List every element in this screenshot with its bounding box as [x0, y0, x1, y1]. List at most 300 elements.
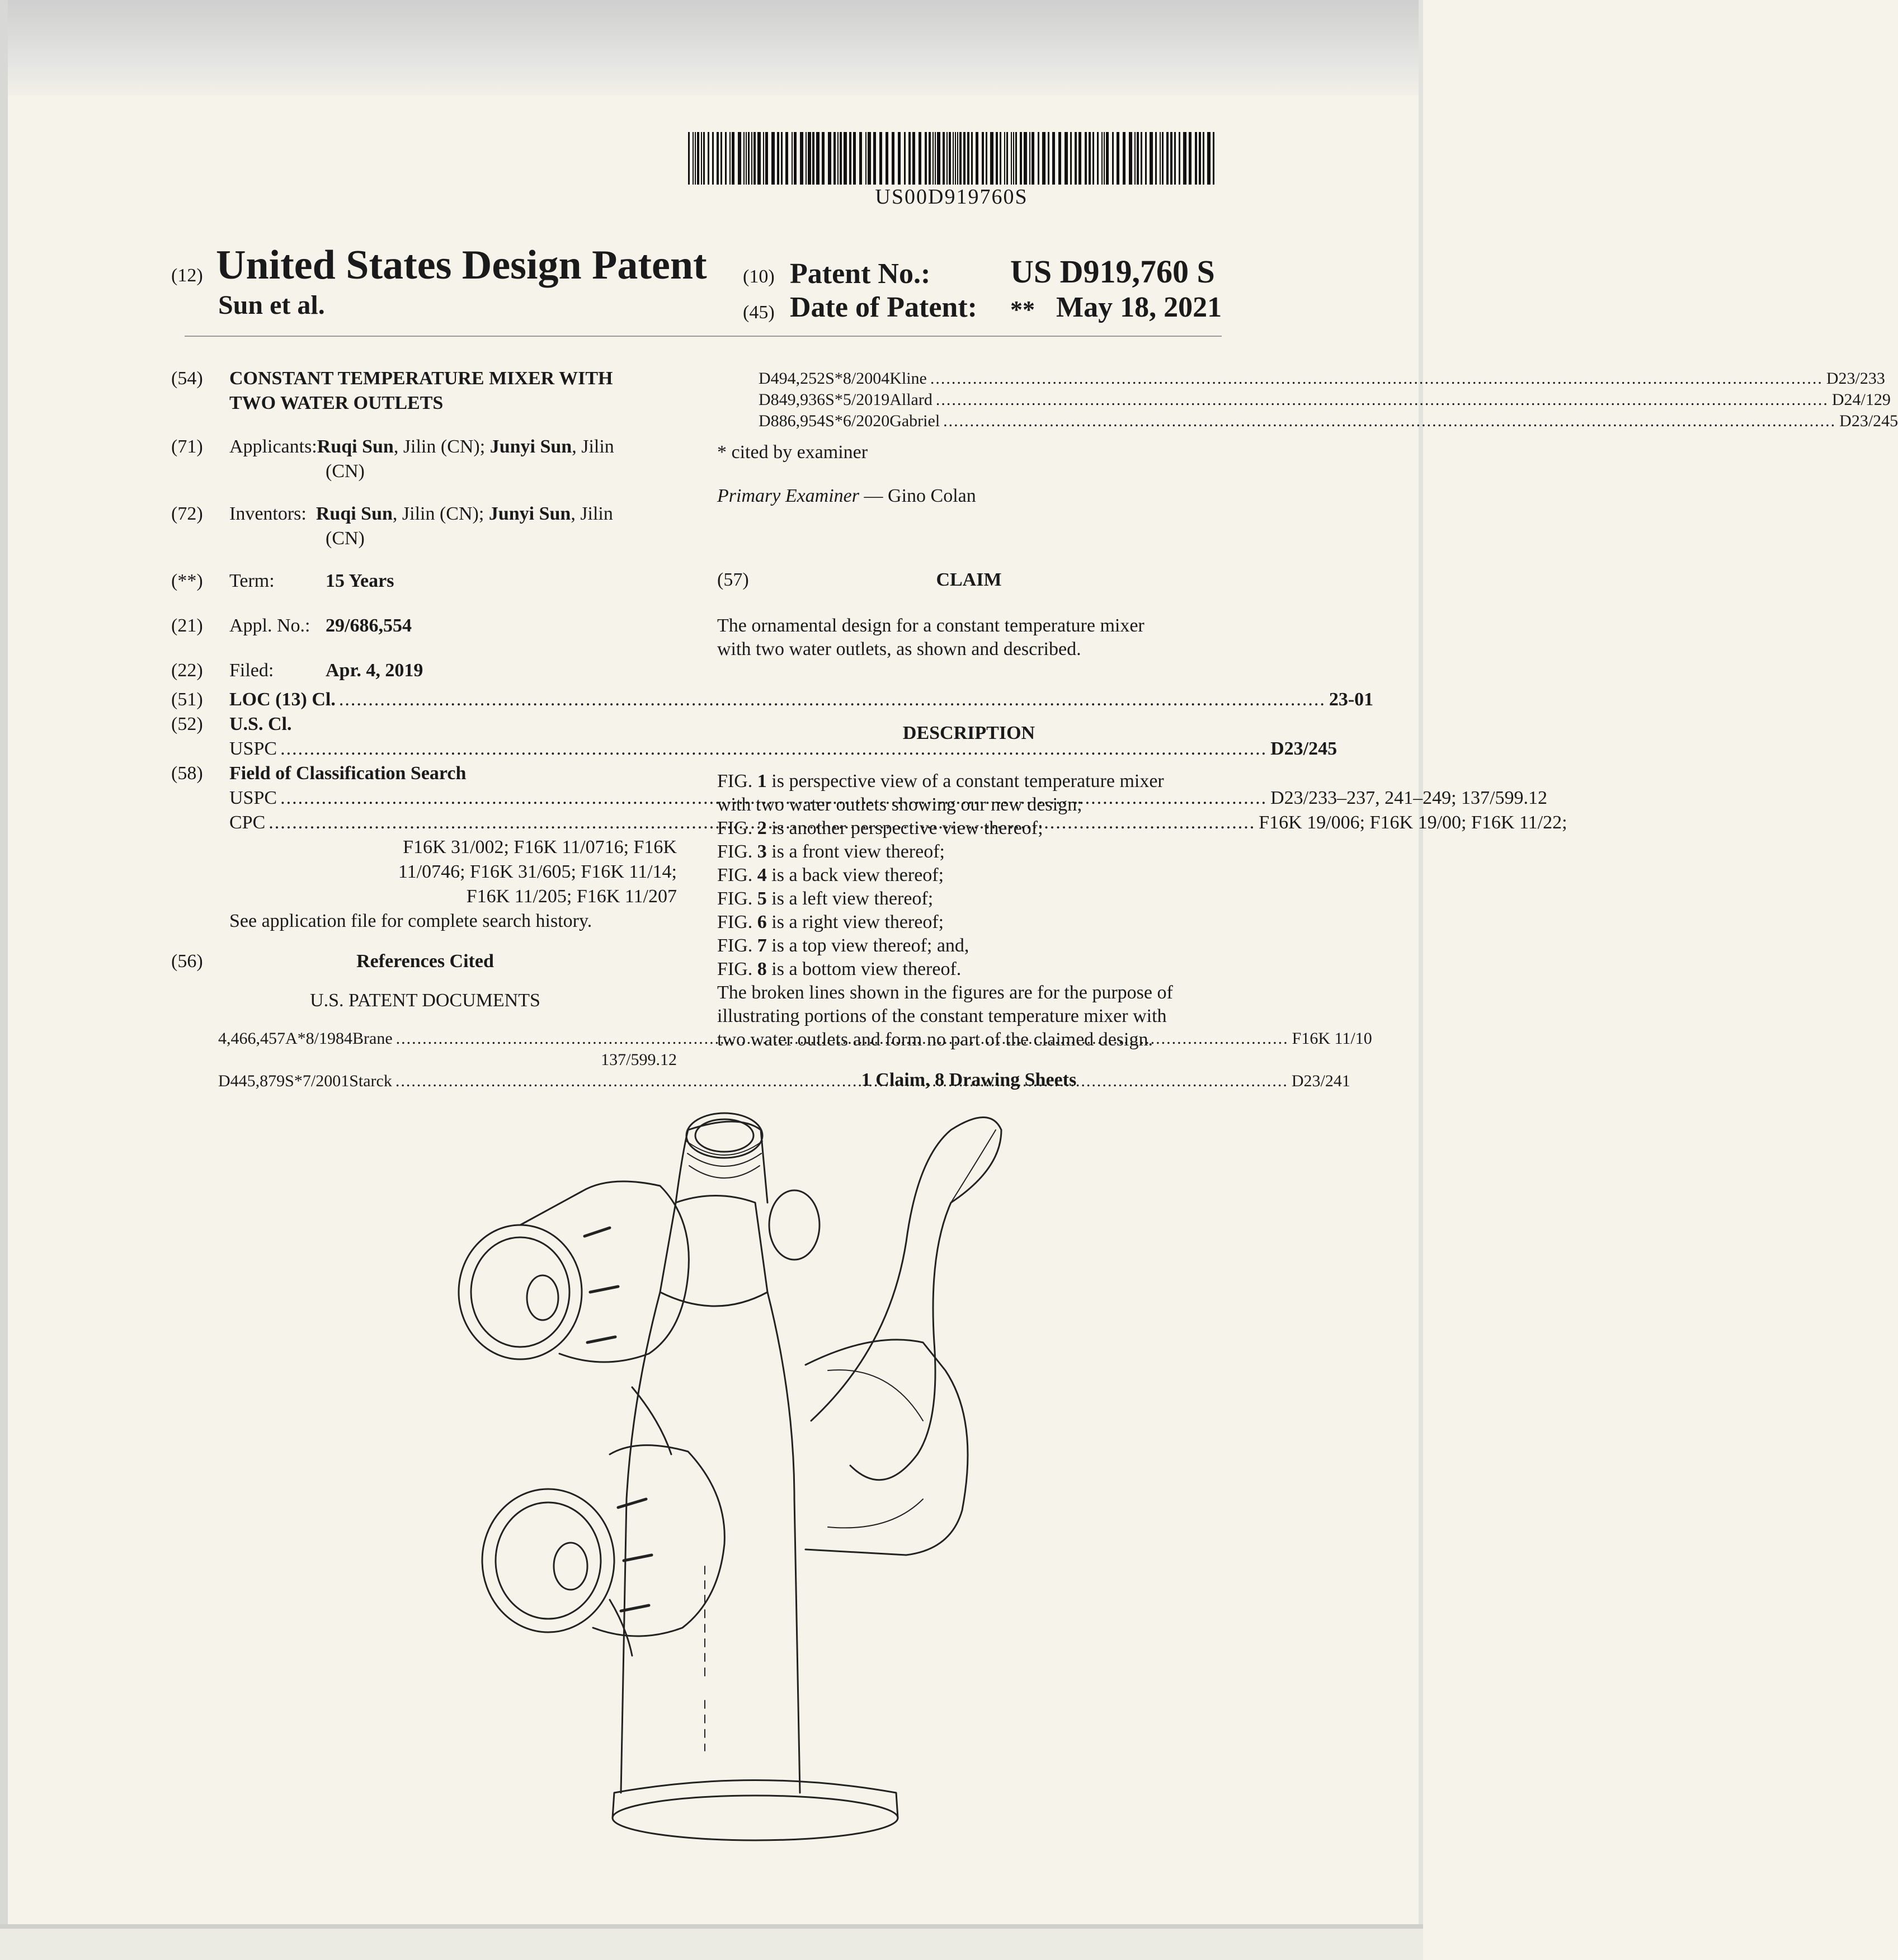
title-line-2: TWO WATER OUTLETS: [229, 393, 444, 413]
barcode-bar: [853, 132, 856, 185]
ref-kind: S: [825, 412, 835, 430]
barcode-bar: [868, 132, 871, 185]
appl-no-value: 29/686,554: [326, 615, 412, 636]
uspc-value: D23/245: [1270, 738, 1337, 759]
description-heading: [717, 722, 1221, 745]
barcode-bar: [1032, 132, 1034, 185]
barcode-bar: [1006, 132, 1008, 185]
us-cl-label: U.S. Cl.: [229, 714, 292, 734]
reference-row: [759, 412, 1898, 431]
description-line: [717, 934, 1226, 958]
barcode-bar: [1042, 132, 1045, 185]
barcode-bar: [849, 132, 851, 185]
barcode-bar: [695, 132, 696, 185]
barcode-bar: [959, 132, 962, 185]
fig-prefix: FIG.: [717, 935, 757, 956]
fig-number: 3: [757, 841, 767, 862]
barcode-bar: [792, 132, 793, 185]
ref-number: D445,879: [218, 1072, 285, 1090]
us-patent-docs-text: U.S. PATENT DOCUMENTS: [310, 990, 540, 1011]
barcode-bar: [1155, 132, 1157, 185]
scan-border-bottom: [0, 1924, 1423, 1960]
lower-outlet-knob: [482, 1445, 724, 1636]
barcode-bar: [806, 132, 807, 185]
barcode-bar: [1038, 132, 1039, 185]
barcode-bar: [822, 132, 825, 185]
barcode-bar: [932, 132, 934, 185]
fig-number: 2: [757, 818, 767, 838]
fig-prefix: FIG.: [717, 818, 757, 838]
mixer-base-rim: [613, 1780, 898, 1818]
references-cited-label: [229, 950, 621, 973]
barcode-bar: [1104, 132, 1105, 185]
fig-prefix: FIG.: [717, 888, 757, 909]
barcode-bar: [1162, 132, 1164, 185]
search-uspc-value: D23/233–237, 241–249; 137/599.12: [1270, 788, 1547, 808]
ref-star: *: [294, 1072, 303, 1090]
barcode-bar: [1089, 132, 1091, 185]
inventor-location-2: , Jilin: [571, 503, 613, 524]
see-application: See application file for complete search history.: [229, 911, 592, 931]
mixer-base-foot: [613, 1796, 898, 1840]
barcode-bar: [986, 132, 987, 185]
code-22: (22): [171, 660, 203, 681]
barcode-bar: [697, 132, 699, 185]
ref-date: 7/2001: [302, 1072, 350, 1090]
barcode-bar: [771, 132, 775, 185]
inventor-short: Sun et al.: [218, 290, 325, 320]
description-line: [717, 887, 1226, 911]
reference-row-cont: [218, 1050, 677, 1069]
barcode-bar: [982, 132, 984, 185]
code-52: (52): [171, 714, 203, 734]
barcode-bar: [1179, 132, 1180, 185]
barcode-bar: [1170, 132, 1172, 185]
loc-class-label: LOC (13) Cl.: [229, 689, 336, 710]
barcode-bar: [1106, 132, 1109, 185]
barcode-bar: [912, 132, 915, 185]
inventors-field: [229, 502, 613, 526]
code-12: (12): [171, 265, 203, 286]
barcode-bar: [840, 132, 842, 185]
barcode-bar: [935, 132, 936, 185]
barcode-bar: [808, 132, 811, 185]
barcode-bar: [908, 132, 911, 185]
description-heading-text: DESCRIPTION: [902, 723, 1035, 743]
barcode-bar: [1129, 132, 1132, 185]
barcode-bar: [763, 132, 764, 185]
barcode-bar: [1085, 132, 1087, 185]
ref-class: D23/233: [1826, 369, 1885, 388]
barcode-bar: [943, 132, 945, 185]
fig-description: is a back view thereof;: [766, 865, 944, 885]
barcode-bar: [1160, 132, 1161, 185]
barcode-bar: [1078, 132, 1081, 185]
barcode-bar: [1015, 132, 1017, 185]
ref-name: Starck: [349, 1072, 392, 1090]
mixer-lever-handle: [811, 1118, 1001, 1480]
cited-by-examiner: * cited by examiner: [717, 442, 868, 463]
barcode-bar: [859, 132, 862, 185]
barcode-bar: [693, 132, 694, 185]
barcode-bar: [717, 132, 719, 185]
barcode-bar: [904, 132, 906, 185]
barcode-bar: [1092, 132, 1094, 185]
barcode-bar: [794, 132, 797, 185]
barcode-bar: [688, 132, 690, 185]
barcode-bar: [1029, 132, 1030, 185]
patent-number: US D919,760 S: [1010, 253, 1215, 290]
barcode-bar: [929, 132, 931, 185]
barcode-bar: [971, 132, 973, 185]
ref-name: Brane: [352, 1029, 393, 1048]
fig-description: is perspective view of a constant temperature mixer: [766, 771, 1164, 791]
ref-name-class: [889, 412, 1898, 431]
mixer-right-port: [769, 1190, 820, 1260]
barcode-bar: [892, 132, 894, 185]
search-cpc-line-3: 11/0746; F16K 31/605; F16K 11/14;: [398, 861, 677, 882]
barcode-bar: [1183, 132, 1186, 185]
us-patent-docs: [229, 989, 621, 1012]
barcode-bar: [712, 132, 714, 185]
barcode-bar: [1150, 132, 1153, 185]
barcode-bar: [1134, 132, 1136, 185]
code-71: (71): [171, 436, 203, 457]
ref-star: *: [834, 412, 843, 430]
fig-number: 1: [757, 771, 767, 791]
description-list: [717, 770, 1226, 1052]
scan-border-right: [1419, 0, 1423, 1960]
barcode-bar: [1048, 132, 1049, 185]
inventor-name-2: Junyi Sun: [488, 503, 571, 524]
mixer-bracket-lines: [610, 1387, 671, 1656]
barcode-bar: [1097, 132, 1099, 185]
header-rule: [185, 336, 1222, 337]
ref-date: 8/1984: [305, 1029, 353, 1048]
barcode-bar: [1058, 132, 1061, 185]
code-72: (72): [171, 503, 203, 524]
fig-number: 4: [757, 865, 767, 885]
claim-line-1: The ornamental design for a constant temperature mixer: [717, 615, 1145, 636]
barcode-bar: [1203, 132, 1204, 185]
barcode: [686, 132, 1217, 185]
mixer-body: [621, 1196, 800, 1793]
ref-class-2: 137/599.12: [601, 1050, 677, 1069]
barcode-bar: [1137, 132, 1139, 185]
barcode-bar: [1065, 132, 1068, 185]
barcode-bar: [828, 132, 831, 185]
ref-class: D23/245: [1839, 412, 1898, 430]
barcode-bar: [949, 132, 951, 185]
applicants-field: [229, 435, 614, 459]
scan-border-top: [0, 0, 1423, 95]
code-57: (57): [717, 569, 749, 590]
leader-dots: [930, 369, 1823, 388]
ref-star: *: [834, 369, 843, 388]
barcode-bar: [1195, 132, 1197, 185]
barcode-bar: [816, 132, 820, 185]
code-term: (**): [171, 571, 203, 591]
ref-kind: A: [285, 1029, 298, 1048]
patent-no-label: Patent No.:: [790, 258, 931, 290]
barcode-bar: [937, 132, 940, 185]
fig-number: 6: [757, 912, 767, 932]
filed-value: Apr. 4, 2019: [326, 660, 423, 681]
barcode-bar: [1141, 132, 1142, 185]
barcode-bar: [996, 132, 998, 185]
barcode-bar: [963, 132, 966, 185]
fig-prefix: FIG.: [717, 959, 757, 979]
inventors-country: (CN): [326, 528, 365, 549]
barcode-bar: [1052, 132, 1055, 185]
barcode-bar: [748, 132, 750, 185]
applicant-location-2: , Jilin: [572, 436, 614, 457]
barcode-bar: [720, 132, 722, 185]
barcode-bar: [957, 132, 958, 185]
claims-sheets-text: 1 Claim, 8 Drawing Sheets: [861, 1069, 1077, 1090]
search-cpc-line-2: F16K 31/002; F16K 11/0716; F16K: [403, 837, 677, 858]
description-line: [717, 1005, 1226, 1028]
barcode-bar: [1004, 132, 1005, 185]
barcode-bar: [1123, 132, 1125, 185]
barcode-bar: [812, 132, 814, 185]
barcode-bar: [708, 132, 709, 185]
barcode-bar: [1101, 132, 1103, 185]
barcode-bar: [1075, 132, 1077, 185]
barcode-bar: [925, 132, 927, 185]
applicants-country: (CN): [326, 461, 365, 482]
fig-prefix: FIG.: [717, 771, 757, 791]
ref-number: D494,252: [759, 369, 826, 388]
fig-prefix: FIG.: [717, 865, 757, 885]
leader-dots: [936, 390, 1829, 409]
barcode-bar: [955, 132, 956, 185]
barcode-bar: [976, 132, 978, 185]
barcode-bar: [701, 132, 702, 185]
barcode-bar: [1145, 132, 1147, 185]
appl-no-label: Appl. No.:: [229, 615, 310, 636]
fig-description: is a top view thereof; and,: [766, 935, 969, 956]
code-51: (51): [171, 689, 203, 710]
barcode-bar: [1070, 132, 1072, 185]
ref-name-class: [889, 390, 1891, 409]
ref-name: Gabriel: [889, 412, 940, 430]
fig-description: illustrating portions of the constant temperature mixer with: [717, 1006, 1167, 1026]
fig-description: is a front view thereof;: [766, 841, 945, 862]
applicant-name-1: Ruqi Sun: [317, 436, 394, 457]
barcode-bar: [738, 132, 741, 185]
document-number: US00D919760S: [875, 185, 1028, 209]
barcode-bar: [1112, 132, 1114, 185]
inventor-name-1: Ruqi Sun: [315, 503, 393, 524]
ref-class: F16K 11/10: [1292, 1029, 1372, 1048]
ref-kind: S: [825, 390, 835, 409]
barcode-bar: [967, 132, 969, 185]
inventors-label: Inventors:: [229, 503, 307, 524]
barcode-bar: [1213, 132, 1214, 185]
field-search-label: Field of Classification Search: [229, 763, 467, 784]
barcode-bar: [703, 132, 705, 185]
barcode-bar: [800, 132, 803, 185]
description-line: [717, 1028, 1226, 1052]
ref-star: *: [297, 1029, 306, 1048]
mixer-top-spout-inner: [695, 1119, 753, 1152]
barcode-bar: [1189, 132, 1191, 185]
fig-description: is a bottom view thereof.: [766, 959, 962, 979]
ref-number: 4,466,457: [218, 1029, 285, 1048]
fig-number: 8: [757, 959, 767, 979]
fig-description: is a left view thereof;: [766, 888, 934, 909]
uspc-line: [229, 737, 1337, 761]
barcode-bar: [865, 132, 866, 185]
ref-date: 8/2004: [842, 369, 890, 388]
barcode-bar: [1013, 132, 1014, 185]
upper-outlet-knob: [459, 1181, 689, 1362]
fig-prefix: FIG.: [717, 841, 757, 862]
barcode-bar: [833, 132, 836, 185]
code-45: (45): [743, 302, 775, 323]
barcode-bar: [898, 132, 901, 185]
barcode-bar: [757, 132, 761, 185]
barcode-bar: [837, 132, 839, 185]
mixer-shoulder-line: [660, 1292, 767, 1306]
term-value: 15 Years: [326, 571, 394, 591]
barcode-bar: [886, 132, 888, 185]
barcode-bar: [743, 132, 745, 185]
ref-name: Kline: [889, 369, 927, 388]
fig-description: The broken lines shown in the figures are for the purpose of: [717, 982, 1173, 1003]
references-right-list: [759, 369, 1898, 431]
applicant-location-1: , Jilin (CN);: [393, 436, 490, 457]
ref-date: 5/2019: [842, 390, 890, 409]
fig-description: with two water outlets showing our new design;: [717, 794, 1082, 815]
barcode-bar: [1207, 132, 1211, 185]
leader-dots: [943, 412, 1836, 431]
description-line: [717, 864, 1226, 887]
loc-class-value: 23-01: [1329, 689, 1374, 710]
mixer-lever-body: [806, 1340, 968, 1555]
date-mark: **: [1010, 296, 1035, 323]
ref-number: D849,936: [759, 390, 826, 409]
barcode-bar: [873, 132, 876, 185]
barcode-bar: [1020, 132, 1022, 185]
ref-name-class: [889, 369, 1885, 388]
barcode-bar: [990, 132, 993, 185]
barcode-bar: [946, 132, 948, 185]
description-line: [717, 770, 1226, 793]
fig-number: 7: [757, 935, 767, 956]
claims-sheets: [717, 1068, 1221, 1092]
search-cpc-label: CPC: [229, 812, 266, 833]
barcode-bar: [879, 132, 882, 185]
description-line: [717, 793, 1226, 817]
examiner-label: Primary Examiner: [717, 486, 860, 506]
mixer-figure-drawing: [369, 1108, 1040, 1891]
term-label: Term:: [229, 571, 275, 591]
barcode-bar: [725, 132, 727, 185]
barcode-bar: [1000, 132, 1001, 185]
code-10: (10): [743, 266, 775, 287]
primary-examiner: [717, 484, 976, 508]
barcode-bar: [1117, 132, 1119, 185]
code-56: (56): [171, 951, 203, 972]
search-uspc-label: USPC: [229, 788, 277, 808]
patent-type-title: United States Design Patent: [216, 242, 707, 288]
lever-body-lines: [828, 1370, 923, 1528]
barcode-bar: [1199, 132, 1201, 185]
barcode-bar: [781, 132, 783, 185]
barcode-bar: [732, 132, 734, 185]
search-cpc-line-1: F16K 19/006; F16K 19/00; F16K 11/22;: [1259, 812, 1567, 833]
ref-class: D24/129: [1831, 390, 1891, 409]
fig-number: 5: [757, 888, 767, 909]
search-cpc-line-4: F16K 11/205; F16K 11/207: [466, 886, 677, 907]
ref-name: Allard: [889, 390, 932, 409]
title-line-1: CONSTANT TEMPERATURE MIXER WITH: [229, 368, 613, 389]
fig-description: is a right view thereof;: [766, 912, 944, 932]
ref-class: D23/241: [1291, 1072, 1350, 1090]
references-cited-text: References Cited: [356, 951, 494, 972]
description-line: [717, 911, 1226, 934]
description-line: [717, 958, 1226, 981]
ref-star: *: [834, 390, 843, 409]
ref-number: D886,954: [759, 412, 826, 430]
barcode-bar: [777, 132, 779, 185]
patent-date: May 18, 2021: [1056, 291, 1222, 323]
uspc-label: USPC: [229, 738, 277, 759]
description-line: [717, 817, 1226, 840]
barcode-bar: [751, 132, 752, 185]
barcode-bar: [1024, 132, 1027, 185]
code-21: (21): [171, 615, 203, 636]
scan-border-left: [0, 0, 8, 1960]
loc-class-line: [229, 688, 1374, 712]
fig-description: is another perspective view thereof;: [766, 818, 1043, 838]
ref-kind: S: [825, 369, 835, 388]
barcode-bar: [1174, 132, 1176, 185]
code-54: (54): [171, 368, 203, 389]
code-58: (58): [171, 763, 203, 784]
ref-kind: S: [285, 1072, 294, 1090]
barcode-bar: [746, 132, 747, 185]
barcode-bar: [785, 132, 788, 185]
filed-label: Filed:: [229, 660, 274, 681]
fig-prefix: FIG.: [717, 912, 757, 932]
barcode-bar: [1166, 132, 1169, 185]
claim-heading-text: CLAIM: [936, 569, 1002, 590]
claim-heading: [717, 568, 1221, 592]
examiner-name: Gino Colan: [888, 486, 976, 506]
barcode-bar: [1011, 132, 1012, 185]
barcode-bar: [953, 132, 954, 185]
inventor-location-1: , Jilin (CN);: [392, 503, 489, 524]
barcode-bar: [753, 132, 756, 185]
barcode-bar: [765, 132, 768, 185]
fig-description: two water outlets and form no part of the claimed design.: [717, 1029, 1153, 1050]
barcode-bar: [729, 132, 731, 185]
examiner-separator: —: [859, 486, 888, 506]
reference-row: [759, 390, 1891, 409]
claim-line-2: with two water outlets, as shown and described.: [717, 639, 1081, 659]
barcode-bar: [919, 132, 921, 185]
description-line: [717, 981, 1226, 1005]
applicant-name-2: Junyi Sun: [489, 436, 572, 457]
description-line: [717, 840, 1226, 864]
applicants-label: Applicants:: [229, 436, 317, 457]
leader-dots: [339, 688, 1326, 712]
date-label: Date of Patent:: [790, 291, 977, 323]
barcode-bar: [844, 132, 847, 185]
